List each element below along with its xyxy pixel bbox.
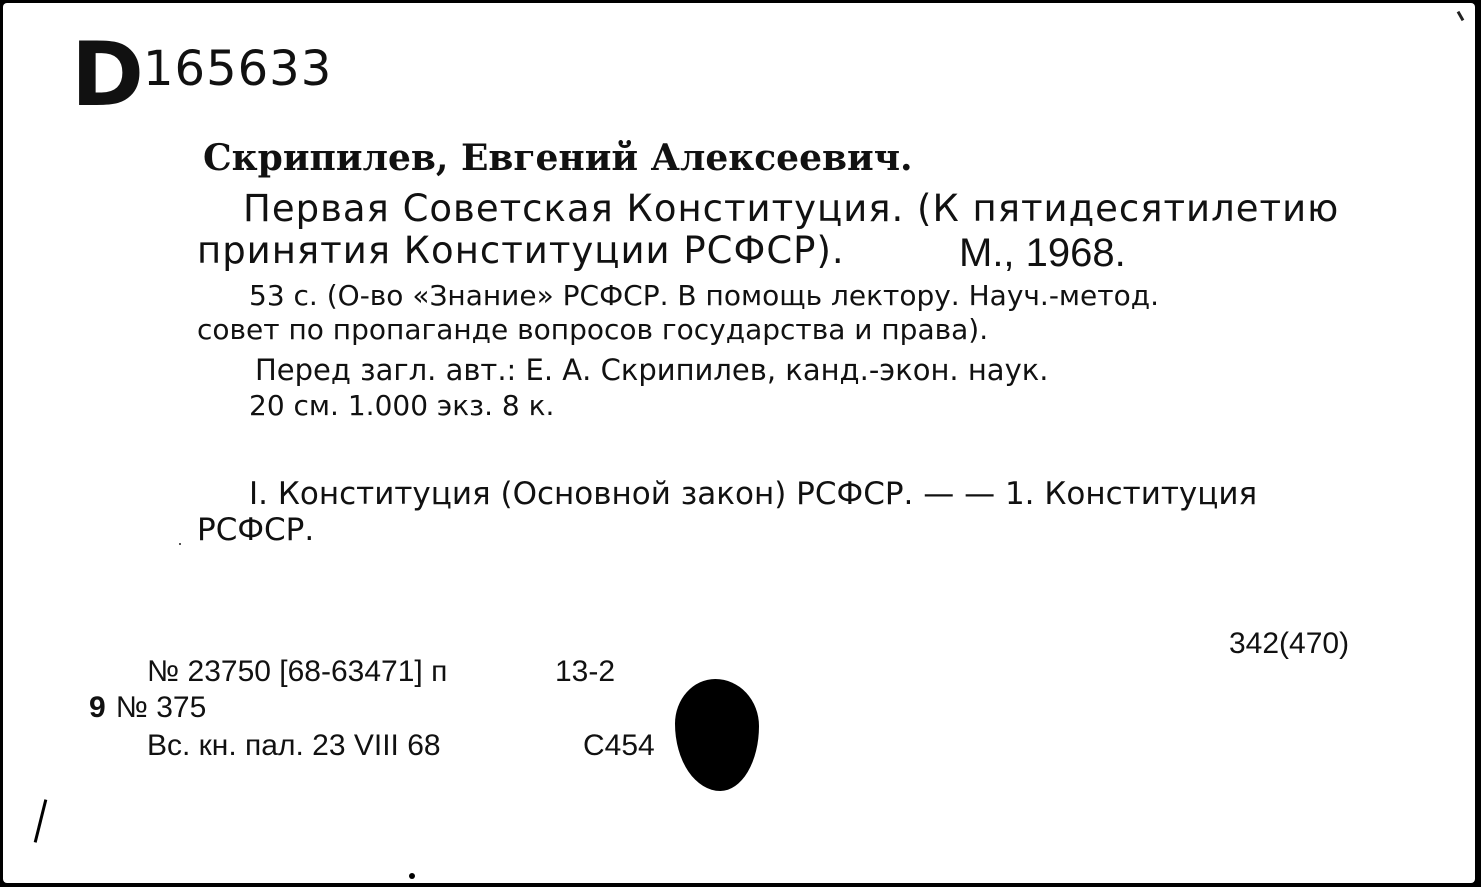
imprint: М., 1968.	[959, 231, 1126, 275]
card-number: № 375	[115, 691, 207, 724]
physical-description: 20 см. 1.000 экз. 8 к.	[249, 389, 555, 422]
description-line-2: совет по пропаганде вопросов государства и права).	[197, 313, 989, 346]
card-number-row	[89, 691, 206, 724]
punch-hole	[675, 679, 759, 791]
dust-speck	[179, 543, 181, 545]
title-line-2: принятия Конституции РСФСР).	[197, 229, 845, 272]
record-code: 13-2	[555, 655, 616, 688]
pencil-mark	[34, 799, 48, 842]
record-number: № 23750 [68-63471] п	[147, 655, 448, 688]
book-chamber-line: Вс. кн. пал. 23 VIII 68	[147, 729, 441, 762]
handwritten-code-letter: D	[71, 23, 143, 126]
classification-number: 342(470)	[1229, 627, 1350, 660]
author-note: Перед загл. авт.: Е. А. Скрипилев, канд.-экон. наук.	[255, 353, 1049, 387]
bottom-speck	[409, 873, 415, 879]
subject-line-2: РСФСР.	[197, 512, 315, 548]
title-line-1: Первая Советская Конституция. (К пятидесятилетию	[243, 187, 1340, 230]
catalog-card	[3, 3, 1475, 883]
corner-mark	[1457, 11, 1465, 21]
handwritten-code-number: 165633	[143, 41, 333, 97]
author-heading: Скрипилев, Евгений Алексеевич.	[203, 137, 913, 179]
card-marker: 9	[89, 691, 106, 724]
price-code: С454	[583, 729, 655, 762]
description-line-1: 53 с. (О-во «Знание» РСФСР. В помощь лектору. Науч.-метод.	[249, 279, 1159, 312]
subject-line-1: I. Конституция (Основной закон) РСФСР. — — 1. Конституция	[249, 476, 1258, 512]
